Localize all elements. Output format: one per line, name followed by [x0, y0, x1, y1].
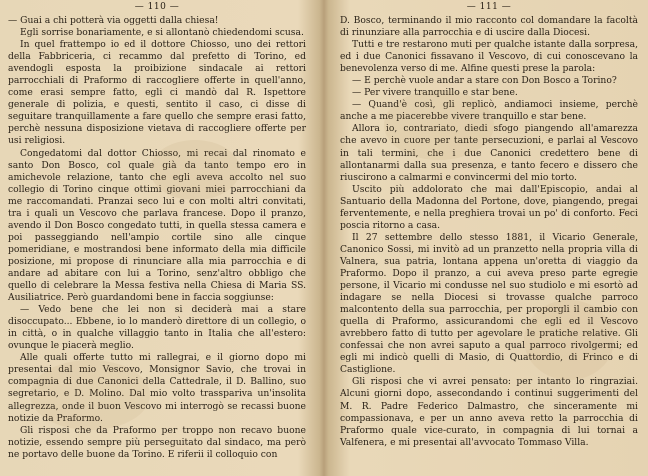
paragraph: In quel frattempo io ed il dottore Chiosso, uno dei rettori della Fabbriceria, ci recammo dal prefetto di Torino, ed avendogli esposta la proibizione sindacale ai rettori parrocchiali di Praformo di raccogliere offerte in quell'anno, come erasi sempre fatto, egli ci mandò dal R. Ispettore generale di polizia, e questi, sentito il caso, ci disse di seguitare tranquillamente a fare quello che sempre erasi fatto, perchè nessuna disposizione vietava di raccogliere offerte per usi religiosi. [8, 39, 306, 147]
page-text [340, 15, 638, 449]
right-page [324, 0, 648, 476]
paragraph: Alle quali offerte tutto mi rallegrai, e il giorno dopo mi presentai dal mio Vescovo, Monsignor Savio, che trovai in compagnia di due Canonici della Cattedrale, il D. Ballino, suo segretario, e D. Molino. Dal mio volto trasspariva un'insolita allegrezza, onde il buon Vescovo mi interrogò se recassi buone notizie da Praformo. [8, 352, 306, 424]
paragraph: — Guai a chi potterà via oggetti dalla chiesa! [8, 15, 219, 26]
paragraph: Il 27 settembre dello stesso 1881, il Vicario Generale, Canonico Sossi, mi invitò ad un pranzetto nella propria villa di Valnera, sua patria, lontana appena un'oretta di viaggio da Praformo. Dopo il pranzo, a cui aveva preso parte egregie persone, il Vicario mi condusse nel suo studiolo e mi esortò ad indagare se nella Diocesi si trovasse qualche parroco malcontento della sua parrocchia, per proporgli il cambio con quella di Praformo, assicurandomi che egli ed il Vescovo avrebbero fatto di tutto per agevolare le pratiche relative. Gli confessai che non avrei saputo a qual parroco rivolgermi; ed egli mi indicò quelli di Masio, di Quattordio, di Frinco e di Castiglione. [340, 231, 638, 376]
paragraph: D. Bosco, terminando il mio racconto col domandare la facoltà di rinunziare alla parrocchia e di uscire dalla Diocesi. [340, 15, 638, 39]
paragraph: Uscito più addolorato che mai dall'Episcopio, andai al Santuario della Madonna del Portone, dove, piangendo, pregai ferventemente, e nella preghiera trovai un po' di conforto. Feci poscia ritorno a casa. [340, 183, 638, 231]
paragraph: Tutti e tre restarono muti per qualche istante dalla sorpresa, ed i due Canonici fissavano il Vescovo, di cui conoscevano la benevolenza verso di me. Alfine questi prese la parola: [340, 39, 638, 75]
paragraph: Gli risposi che vi avrei pensato: per intanto lo ringraziai. Alcuni giorni dopo, assecondando i continui suggerimenti del M. R. Padre Federico Dalmastro, che sinceramente mi compassionava, e per un anno aveva retto la parrocchia di Praformo quale vice-curato, in compagnia di lui tornai a Valfenera, e mi presentai all'avvocato Tommaso Villa. [340, 376, 638, 448]
page-number: — 110 — [134, 2, 180, 12]
paragraph: — Quand'è così, gli replicò, andiamoci insieme, perchè anche a me piacerebbe vivere tranquillo e star bene. [340, 99, 638, 123]
paragraph: — Vedo bene che lei non si deciderà mai a stare disoccupato... Ebbene, io lo manderò direttore di un collegio, o in città, o in qualche villaggio tanto in Italia che all'estero: ovunque le piacerà meglio. [8, 304, 306, 352]
paragraph: Egli sorrise bonariamente, e si allontanò chiedendomi scusa. [20, 27, 304, 39]
paragraph: — Per vivere tranquillo e star bene. [352, 87, 518, 99]
paragraph: — E perchè vuole andar a stare con Don Bosco a Torino? [352, 75, 617, 87]
paragraph: Allora io, contrariato, diedi sfogo piangendo all'amarezza che avevo in cuore per tante persecuzioni, e parlai al Vescovo in tali termini, che i due Canonici credettero bene di allontanarmi dalla sua presenza, e tanto fecero e dissero che riuscirono a calmarmi e convincermi del mio torto. [340, 123, 638, 183]
page-number: — 111 — [466, 2, 512, 12]
page-text [8, 15, 306, 461]
paragraph: Gli risposi che da Praformo per troppo non recavo buone notizie, essendo sempre più perseguitato dal sindaco, ma però ne portavo delle buone da Torino. E riferii il colloquio con [8, 424, 306, 460]
paragraph: Congedatomi dal dottor Chiosso, mi recai dal rinomato e santo Don Bosco, col quale già da tanto tempo ero in amichevole relazione, tanto che egli aveva accolto nel suo collegio di Torino cinque ottimi giovani miei parrocchiani da me raccomandati. Pranzai seco lui e con molti altri convitati, tra i quali un Vescovo che parlava francese. Dopo il pranzo, avendo il Don Bosco congedato tutti, in quella stessa camera e poi passeggiando nell'ampio cortile sino alle cinque pomeridiane, e mostrandosi bene informato della mia difficile posizione, mi propose di rinunciare alla mia parrocchia e di andare ad abitare con lui a Torino, senz'altro obbligo che quello di celebrare la Messa festiva nella Chiesa di Maria SS. Ausiliatrice. Però guardandomi bene in faccia soggiunse: [8, 147, 306, 304]
